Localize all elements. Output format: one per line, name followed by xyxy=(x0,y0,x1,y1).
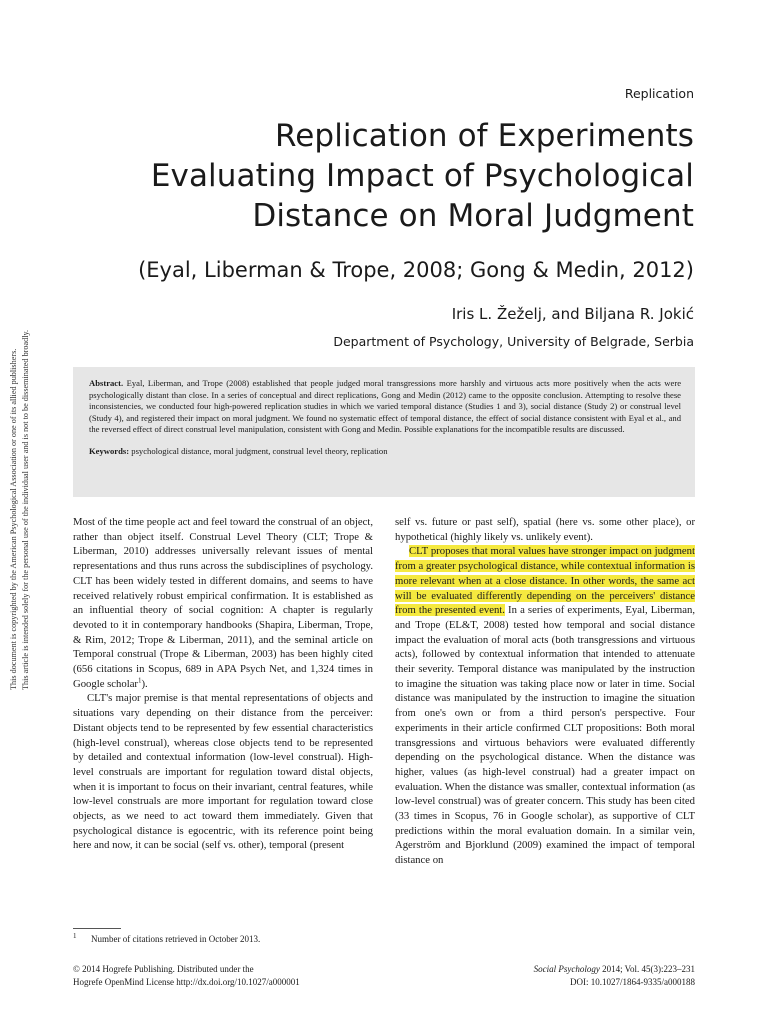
journal-name: Social Psychology xyxy=(533,964,600,974)
doi[interactable]: DOI: 10.1027/1864-9335/a000188 xyxy=(570,977,695,987)
body-paragraph: CLT's major premise is that mental representations of objects and situations vary depending on their distance from the perceiver: Distant objects tend to be represented by few essential characteristics (high-level construal), whereas close objects tend to be represented by detailed and contextual information (low-level construal). High-level construals are important for regulation toward distal objects, when it is important to focus on their invariant, central features, while low-level construals are more important for regulation toward close objects, as we need to act toward them immediately. Given that psychological distance is egocentric, with its reference point being here and now, it can be social (self vs. other), temporal (present xyxy=(73,692,373,852)
footnote-ref[interactable]: 1 xyxy=(138,676,142,685)
copyright-line-1: © 2014 Hogrefe Publishing. Distributed under the xyxy=(73,964,254,974)
affiliation: Department of Psychology, University of Belgrade, Serbia xyxy=(333,334,694,349)
side-notice-line-2: This article is intended solely for the personal use of the individual user and is not to be disseminated broadly. xyxy=(21,329,30,690)
paragraph-text: ). xyxy=(141,677,148,690)
highlighted-text[interactable]: CLT proposes that moral values have stronger impact on judgment from a greater psychological distance, while contextual information is more relevant when at a close distance. In other words, the same act will be evaluated differently depending on the perceivers' distance from the presented event. xyxy=(395,545,695,617)
body-column-right xyxy=(395,515,695,868)
footnote: $^1$ Number of citations retrieved in October 2013. xyxy=(73,932,261,944)
copyright-side-notice xyxy=(8,290,40,690)
abstract-box xyxy=(73,367,695,497)
keywords-text: psychological distance, moral judgment, construal level theory, replication xyxy=(131,445,388,456)
footnote-divider xyxy=(73,928,121,929)
journal-citation xyxy=(534,963,695,976)
authors: Iris L. Žeželj, and Biljana R. Jokić xyxy=(451,305,694,323)
body-column-left xyxy=(73,515,373,853)
keywords-label: Keywords: xyxy=(89,445,130,456)
footnote-text: Number of citations retrieved in October 2013. xyxy=(91,934,261,944)
body-paragraph xyxy=(73,515,373,691)
section-label: Replication xyxy=(624,86,694,101)
abstract-paragraph xyxy=(89,378,681,436)
copyright-line-2: Hogrefe OpenMind License http://dx.doi.org/10.1027/a000001 xyxy=(73,977,300,987)
copyright-footer xyxy=(73,963,300,989)
paragraph-text: In a series of experiments, Eyal, Liberman, and Trope (EL&T, 2008) tested how temporal and social distance impact the evaluation of moral acts (both transgressions and virtuous acts), followed by contextual information that intended to attenuate their severity. Temporal distance was manipulated by the instruction to imagine the situation was taking place now or later in time. Social distance was manipulated by the instruction to imagine the situation from one's own or from a third person's perspective. Four experiments in their article confirmed CLT propositions: Both moral transgressions and virtuous behaviors were evaluated differently depending on the psychological distance. When the distance was higher, values (as high-level construal) had a greater impact on evaluation. When the distance was smaller, contextual information (as low-level construal) was of greater concern. This study has been cited (33 times in Scopus, 76 in Google scholar), as supportive of CLT predictions within the moral evaluation domain. In a similar vein, Agerström and Bjorklund (2009) examined the impact of temporal distance on xyxy=(395,604,695,867)
title-line-2: Evaluating Impact of Psychological xyxy=(150,158,694,194)
side-notice-line-1: This document is copyrighted by the American Psychological Association or one of its allied publishers. xyxy=(9,348,18,690)
journal-details: 2014; Vol. 45(3):223–231 xyxy=(599,964,695,974)
journal-footer xyxy=(534,963,695,989)
article-title xyxy=(54,116,694,236)
abstract-label: Abstract. xyxy=(89,378,124,388)
title-line-1: Replication of Experiments xyxy=(275,118,694,154)
keywords xyxy=(89,446,681,458)
title-line-3: Distance on Moral Judgment xyxy=(252,198,694,234)
paragraph-text: Most of the time people act and feel toward the construal of an object, rather than object itself. Construal Level Theory (CLT; Trope & Liberman, 2010) addresses universally relevant issues of mental representations and thus runs across the subdisciplines of psychology. CLT has been widely tested in different domains, and seems to have received relatively robust empirical confirmation. It is established as an influential theory of social cognition: A chapter is regularly devoted to it in contemporary handbooks (Shapira, Liberman, Trope, & Rim, 2012; Trope & Liberman, 2011), and the seminal article on Temporal construal (Trope & Liberman, 2003) has been highly cited (656 citations in Scopus, 689 in APA Psych Net, and 1,324 times in Google scholar xyxy=(73,516,373,690)
body-paragraph: self vs. future or past self), spatial (here vs. some other place), or hypothetical (highly likely vs. unlikely event). xyxy=(395,516,695,543)
body-paragraph xyxy=(395,544,695,867)
abstract-text: Eyal, Liberman, and Trope (2008) established that people judged moral transgressions more harshly and virtuous acts more positively when the acts were psychologically distant than close. In a series of conceptual and direct replications, Gong and Medin (2012) came to the opposite conclusion. Attempting to resolve these inconsistencies, we conducted four high-powered replication studies in which we varied temporal distance (Studies 1 and 3), social distance (Study 2) or construal level (Study 4), and registered their impact on moral judgment. We found no systematic effect of temporal distance, the effect of social distance consistent with Eyal et al., and the reversed effect of direct construal level manipulation, consistent with Gong and Medin. Possible explanations for the incompatible results are discussed. xyxy=(89,378,682,435)
article-subtitle: (Eyal, Liberman & Trope, 2008; Gong & Medin, 2012) xyxy=(138,258,694,282)
